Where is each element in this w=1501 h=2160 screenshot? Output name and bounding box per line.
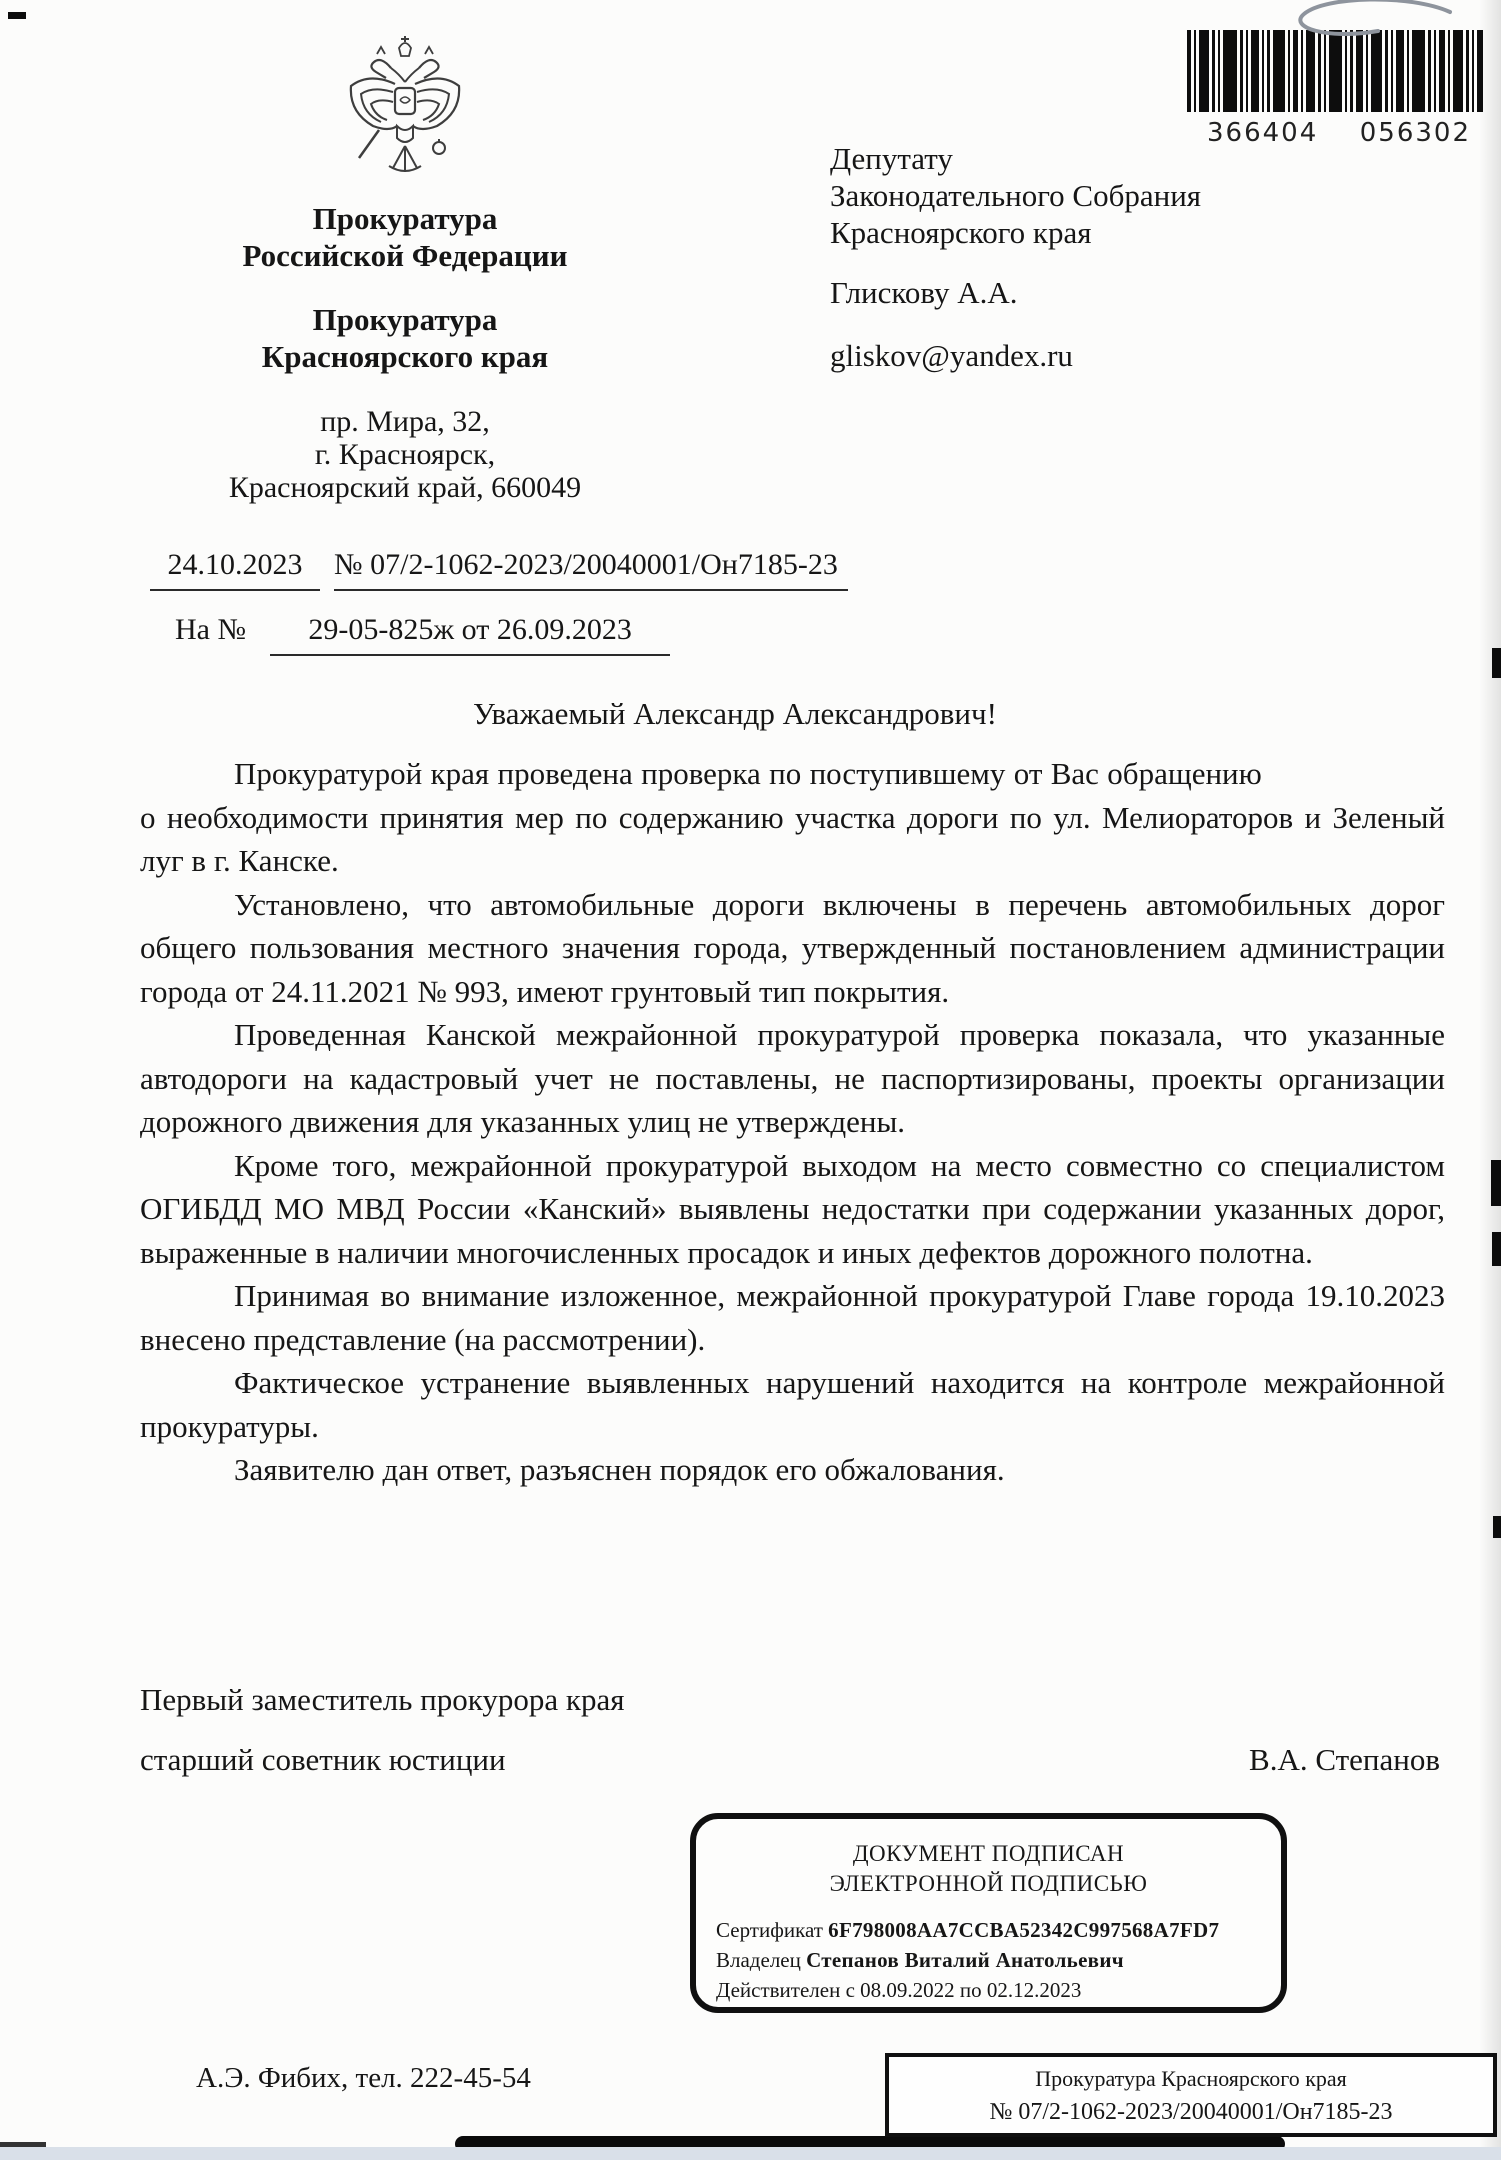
number-sign: № [334,548,363,581]
org-line2: Российской Федерации [242,238,568,273]
signer-position-line2: старший советник юстиции [140,1742,506,1777]
stamp-details [716,1915,1281,2005]
recipient-line3: Красноярского края [830,215,1092,250]
address-line1: пр. Мира, 32, [320,405,490,438]
address-line2: г. Красноярск, [314,438,496,471]
stamp-validity-line: Действителен с 08.09.2022 по 02.12.2023 [716,1978,1082,2002]
address-line3: Красноярский край, 660049 [228,471,582,504]
scan-mark [1492,1232,1501,1266]
reply-label: На № [175,613,247,646]
certificate-label: Сертификат [716,1918,823,1942]
stamp-certificate-line [716,1915,1281,1945]
org-line4: Красноярского края [261,339,549,374]
registry-box [885,2053,1497,2137]
stamp-title-line2: ЭЛЕКТРОННОЙ ПОДПИСЬЮ [829,1871,1148,1896]
signer-name: В.А. Степанов [1249,1742,1440,1777]
recipient-email: gliskov@yandex.ru [830,338,1073,373]
digital-signature-stamp [690,1813,1287,2013]
stamp-title [696,1839,1281,1899]
barcode-digits [1185,118,1485,148]
scan-mark [1493,1516,1501,1538]
executor-contact: А.Э. Фибих, тел. 222-45-54 [196,2062,531,2094]
registry-number: № 07/2-1062-2023/20040001/Он7185-23 [989,2099,1393,2125]
recipient-line1: Депутату [830,141,953,176]
outgoing-date: 24.10.2023 [150,548,320,591]
recipient-name: Глискову А.А. [830,275,1018,310]
scan-bottom-strip [0,2147,1501,2160]
owner-value: Степанов Виталий Анатольевич [806,1948,1124,1972]
stamp-owner-line [716,1945,1281,1975]
letter-body [140,752,1445,1492]
scan-mark [1491,1160,1501,1206]
letterhead [170,34,640,504]
stamp-title-line1: ДОКУМЕНТ ПОДПИСАН [852,1841,1125,1866]
outgoing-number-value: 07/2-1062-2023/20040001/Он7185-23 [370,548,838,581]
body-paragraph: Принимая во внимание изложенное, межрайонной прокуратурой Главе города 19.10.2023 внесено представление (на рассмотрении). [140,1278,1445,1357]
body-paragraph: Кроме того, межрайонной прокуратурой выходом на место совместно со специалистом ОГИБДД МО МВД России «Канский» выявлены недостатки при содержании указанных дорог, выраженные в наличии многочисленных просадок и иных дефектов дорожного полотна. [140,1147,1445,1270]
salutation: Уважаемый Александр Александрович! [473,696,997,731]
body-paragraph: Установлено, что автомобильные дороги включены в перечень автомобильных дорог общего пользования местного значения города, утвержденный постановлением администрации города от 24.11.2021 № 993, имеют грунтовый тип покрытия. [140,886,1445,1009]
scan-edge-shadow [1479,0,1501,2160]
barcode-digits-left: 366404 [1207,118,1319,148]
body-paragraph: Фактическое устранение выявленных нарушений находится на контроле межрайонной прокуратуры. [140,1365,1445,1444]
coat-of-arms-icon [339,34,471,184]
registry-org: Прокуратура Красноярского края [1035,2066,1347,2091]
org-name-regional [170,301,640,375]
reply-number-value: 29-05-825ж от 26.09.2023 [270,613,670,656]
scan-mark [1492,648,1501,678]
recipient-line2: Законодательного Собрания [830,178,1202,213]
scan-mark [8,12,26,19]
org-line1: Прокуратура [312,201,498,236]
org-line3: Прокуратура [312,302,498,337]
barcode-digits-right: 056302 [1359,118,1471,148]
signer-position-line1: Первый заместитель прокурора края [140,1682,625,1717]
body-paragraph: Заявителю дан ответ, разъяснен порядок его обжалования. [234,1452,1005,1487]
org-name-federal [170,200,640,274]
body-paragraph: Проведенная Канской межрайонной прокуратурой проверка показала, что указанные автодороги на кадастровый учет не поставлены, не паспортизированы, проекты организации дорожного движения для указанных улиц не утверждены. [140,1017,1445,1139]
pen-squiggle-mark [1280,0,1460,52]
org-address [170,405,640,504]
outgoing-number [334,548,848,591]
recipient-block [830,140,1310,374]
body-paragraph: Прокуратурой края проведена проверка по поступившему от Вас обращению о необходимости принятия мер по содержанию участка дороги по ул. Мелиораторов и Зеленый луг в г. Канске. [140,756,1445,878]
outgoing-reference-line [150,548,910,591]
owner-label: Владелец [716,1948,801,1972]
signature-block [140,1682,1440,1778]
reply-reference-line [175,613,670,656]
certificate-value: 6F798008AA7CCBA52342C997568A7FD7 [828,1918,1220,1942]
